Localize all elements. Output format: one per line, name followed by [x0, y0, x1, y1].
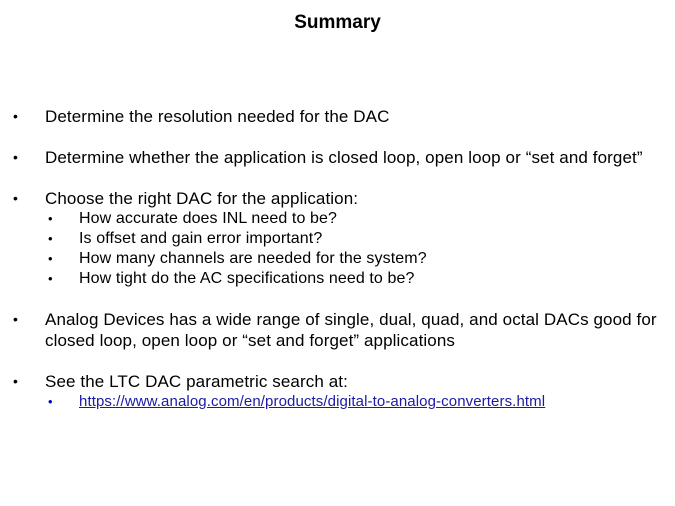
item-text: Choose the right DAC for the application:	[45, 189, 359, 208]
bullet-icon: •	[13, 149, 19, 165]
bullet-text-loop-type	[0, 147, 675, 168]
item-text: Analog Devices has a wide range of single, dual, quad, and octal DACs good for closed loop, open loop or “set and forget” applications	[45, 310, 657, 350]
bullet-text-resolution	[0, 106, 675, 127]
bullet-list	[0, 106, 675, 412]
sub-item-inl	[0, 209, 675, 229]
sub-item-offset-gain	[0, 229, 675, 249]
sub-item-link	[0, 392, 675, 412]
bullet-icon: •	[48, 211, 53, 226]
list-item	[0, 106, 675, 127]
bullet-text-analog-devices-range	[0, 309, 675, 351]
list-item	[0, 147, 675, 168]
sub-item-channels	[0, 249, 675, 269]
item-text: Determine the resolution needed for the DAC	[45, 107, 390, 126]
bullet-icon: •	[13, 311, 19, 327]
list-item	[0, 309, 675, 351]
bullet-icon: •	[48, 231, 53, 246]
sub-item-text: How tight do the AC specifications need to be?	[79, 270, 415, 287]
sub-item-ac-specs	[0, 269, 675, 289]
list-item	[0, 188, 675, 289]
item-text: See the LTC DAC parametric search at:	[45, 372, 348, 391]
item-text: Determine whether the application is closed loop, open loop or “set and forget”	[45, 148, 643, 167]
bullet-text-parametric-search	[0, 371, 675, 392]
bullet-icon: •	[48, 271, 53, 286]
list-item	[0, 371, 675, 412]
bullet-icon: •	[48, 394, 53, 409]
bullet-icon: •	[13, 373, 19, 389]
slide-title: Summary	[294, 12, 381, 33]
bullet-icon: •	[13, 190, 19, 206]
sub-item-text: How accurate does INL need to be?	[79, 210, 337, 227]
bullet-icon: •	[48, 251, 53, 266]
dac-parametric-search-link[interactable]: https://www.analog.com/en/products/digital-to-analog-converters.html	[79, 393, 546, 410]
sub-item-text: Is offset and gain error important?	[79, 230, 323, 247]
sub-item-text: How many channels are needed for the system?	[79, 250, 427, 267]
bullet-icon: •	[13, 108, 19, 124]
bullet-text-choose-dac	[0, 188, 675, 209]
